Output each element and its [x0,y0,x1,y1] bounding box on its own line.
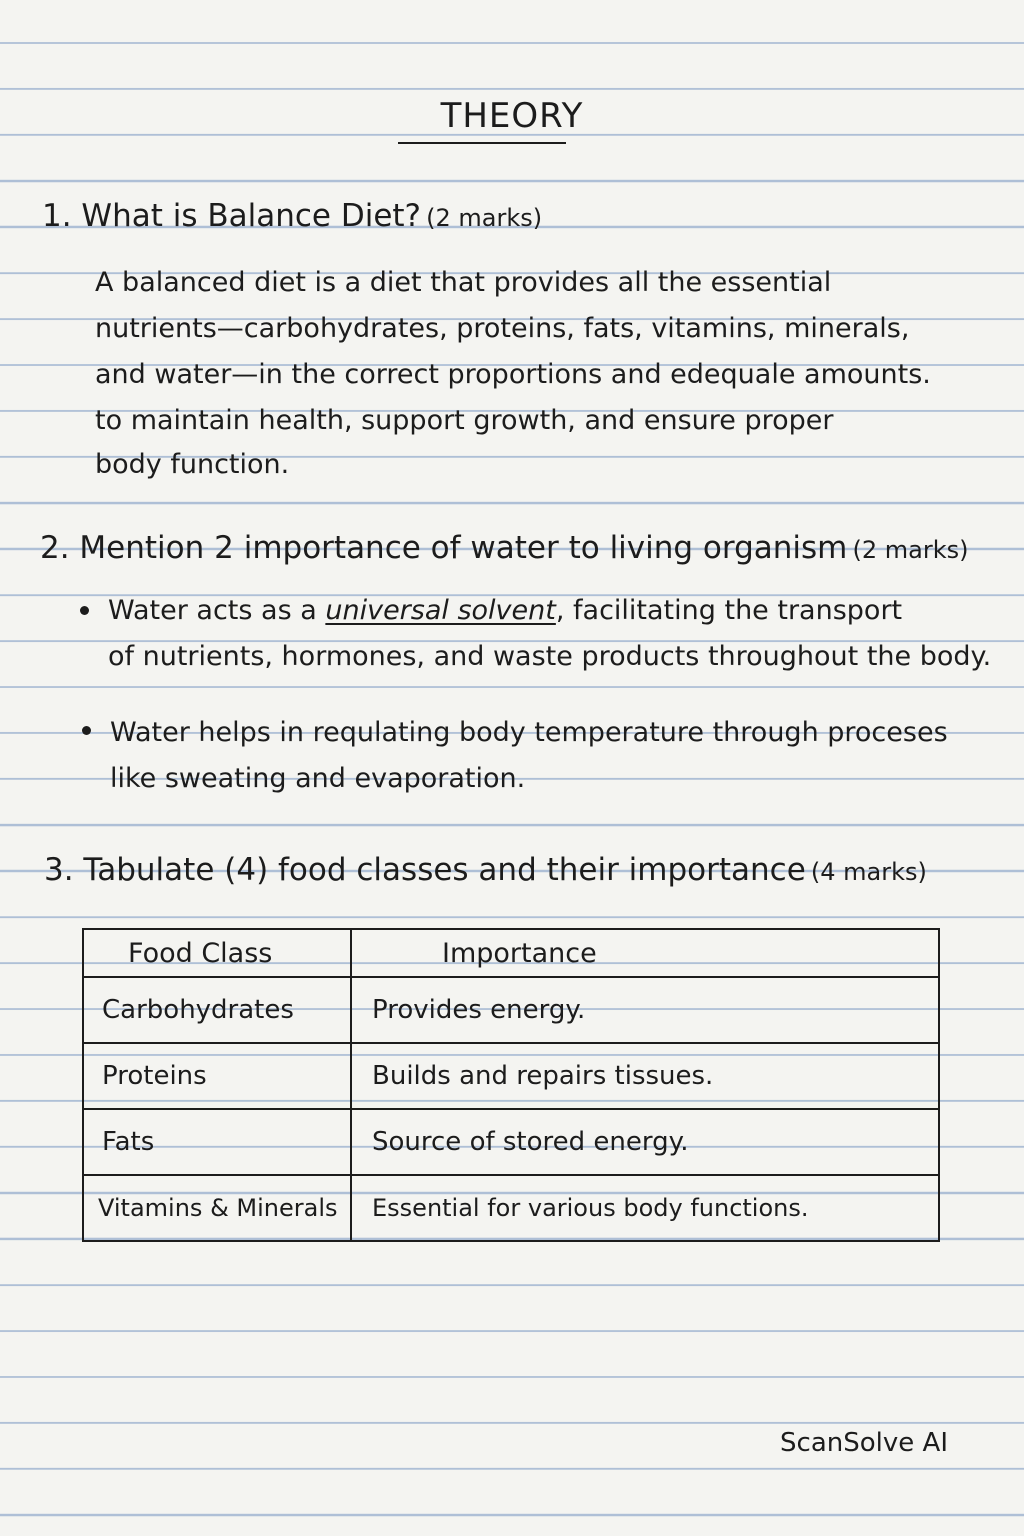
table-cell-food-class: Vitamins & Minerals [83,1175,351,1241]
question-3-marks: (4 marks) [810,858,927,886]
question-2 [40,530,968,566]
question-3-text: 3. Tabulate (4) food classes and their importance [44,852,806,888]
table-cell-food-class: Proteins [83,1043,351,1109]
table-cell-food-class: Carbohydrates [83,977,351,1043]
table-row [83,1175,939,1241]
question-2-marks: (2 marks) [852,536,969,564]
title-underline [398,142,566,144]
answer-1-line-3: and water—in the correct proportions and edequale amounts. [95,359,931,390]
food-class-table [82,928,940,1242]
bullet-1-before: Water acts as a [108,595,326,626]
table-cell-importance: Essential for various body functions. [351,1175,939,1241]
page-title: THEORY [440,96,584,136]
table-header-importance: Importance [351,929,939,977]
question-2-text: 2. Mention 2 importance of water to living organism [40,530,848,566]
answer-1-line-2: nutrients—carbohydrates, proteins, fats, vitamins, minerals, [95,313,910,344]
bullet-dot-1 [80,606,89,615]
bullet-2-line-1: Water helps in requlating body temperature through proceses [110,717,948,748]
table-header-row [83,929,939,977]
table-row [83,1109,939,1175]
universal-solvent-highlight: universal solvent [325,595,556,626]
bullet-1-after: , facilitating the transport [555,595,903,626]
question-1-text: 1. What is Balance Diet? [42,198,422,234]
table-cell-food-class: Fats [83,1109,351,1175]
bullet-1-line-1 [108,588,902,634]
bullet-1-line-2: of nutrients, hormones, and waste products throughout the body. [108,641,992,672]
table-cell-importance: Provides energy. [351,977,939,1043]
table-cell-importance: Source of stored energy. [351,1109,939,1175]
answer-1-line-5: body function. [95,449,290,480]
table-row [83,977,939,1043]
brand-watermark: ScanSolve AI [780,1428,948,1458]
bullet-dot-2 [82,726,91,735]
table-cell-importance: Builds and repairs tissues. [351,1043,939,1109]
question-1-marks: (2 marks) [426,204,543,232]
table-header-food-class: Food Class [83,929,351,977]
question-3 [44,852,927,888]
answer-1-line-4: to maintain health, support growth, and ensure proper [95,405,834,436]
question-1 [42,198,542,234]
answer-1-line-1: A balanced diet is a diet that provides all the essential [95,267,832,298]
table-row [83,1043,939,1109]
bullet-2-line-2: like sweating and evaporation. [110,763,526,794]
